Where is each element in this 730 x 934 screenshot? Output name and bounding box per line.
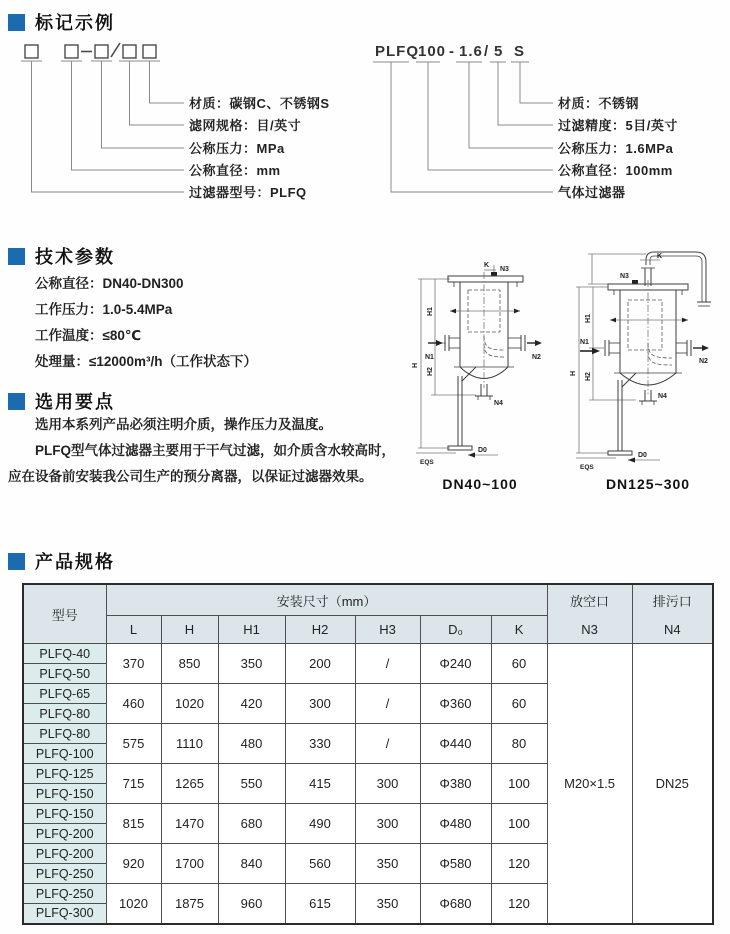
dim-cell: 1265 bbox=[161, 764, 218, 804]
model-cell: PLFQ-200 bbox=[23, 824, 106, 844]
tech-params-list bbox=[35, 271, 257, 375]
marking-label: 过滤精度：5目/英寸 bbox=[558, 118, 678, 133]
section-title-marking: 标记示例 bbox=[35, 13, 115, 33]
dim-cell: 960 bbox=[218, 884, 285, 924]
n3-value-cell: M20×1.5 bbox=[547, 644, 632, 924]
marking-label: 气体过滤器 bbox=[558, 185, 626, 200]
model-cell: PLFQ-40 bbox=[23, 644, 106, 664]
dim-cell: 1875 bbox=[161, 884, 218, 924]
eqs-label: EQS bbox=[420, 459, 434, 466]
model-cell: PLFQ-80 bbox=[23, 704, 106, 724]
nozzle-n2-label: N2 bbox=[532, 354, 541, 361]
dim-cell: 80 bbox=[491, 724, 547, 764]
dim-cell: 415 bbox=[285, 764, 355, 804]
dim-cell: 1110 bbox=[161, 724, 218, 764]
dim-cell: Φ480 bbox=[420, 804, 491, 844]
marking-code-mesh: 5 bbox=[494, 43, 504, 60]
marking-code-mat: S bbox=[514, 43, 526, 60]
model-cell: PLFQ-300 bbox=[23, 904, 106, 924]
section-title-spec: 产品规格 bbox=[35, 552, 115, 572]
marking-diagram-generic bbox=[8, 42, 370, 207]
marking-label: 公称压力：1.6MPa bbox=[558, 141, 674, 156]
marking-code-pn: 1.6 bbox=[459, 43, 483, 60]
tech-param-item: 工作压力：1.0-5.4MPa bbox=[35, 302, 173, 317]
dim-cell: 850 bbox=[161, 644, 218, 684]
dim-cell: 350 bbox=[355, 884, 420, 924]
dim-cell: 840 bbox=[218, 844, 285, 884]
spec-table-body bbox=[23, 644, 713, 924]
dim-k-label: K bbox=[484, 262, 490, 269]
dim-cell: 60 bbox=[491, 644, 547, 684]
dim-cell: 1020 bbox=[106, 884, 161, 924]
nozzle-n2-label: N2 bbox=[699, 358, 708, 365]
marking-code-dash: - bbox=[449, 43, 455, 60]
col-header-dim: H bbox=[161, 616, 218, 644]
drawing-caption-dn125-300: DN125~300 bbox=[605, 476, 691, 492]
dim-cell: 60 bbox=[491, 684, 547, 724]
marking-label: 公称直径：100mm bbox=[558, 163, 673, 178]
model-cell: PLFQ-250 bbox=[23, 884, 106, 904]
selection-paragraph: 选用本系列产品必须注明介质，操作压力及温度。 bbox=[35, 417, 332, 432]
dim-cell: 550 bbox=[218, 764, 285, 804]
model-cell: PLFQ-125 bbox=[23, 764, 106, 784]
drawing-caption-dn40-100: DN40~100 bbox=[442, 476, 518, 492]
tech-param-item: 处理量：≤12000m³/h（工作状态下） bbox=[35, 354, 257, 369]
drawing-dn40-100 bbox=[398, 248, 563, 496]
dim-h1-label: H1 bbox=[427, 307, 434, 316]
marking-code-slash: / bbox=[484, 43, 490, 60]
dim-cell: 350 bbox=[218, 644, 285, 684]
dim-h2-label: H2 bbox=[585, 372, 592, 381]
nozzle-n1-label: N1 bbox=[580, 339, 589, 346]
model-cell: PLFQ-150 bbox=[23, 804, 106, 824]
col-header-model: 型号 bbox=[23, 584, 106, 644]
nozzle-n4-label: N4 bbox=[658, 393, 667, 400]
dim-h2-label: H2 bbox=[427, 367, 434, 376]
dim-cell: 200 bbox=[285, 644, 355, 684]
dim-cell: 300 bbox=[355, 804, 420, 844]
dim-cell: 815 bbox=[106, 804, 161, 844]
selection-paragraph: PLFQ型气体过滤器主要用于干气过滤，如介质含水较高时，应在设备前安装我公司生产的预分离器，以保证过滤器效果。 bbox=[8, 443, 395, 484]
section-header-spec bbox=[8, 548, 115, 574]
dim-cell: Φ440 bbox=[420, 724, 491, 764]
dim-cell: 560 bbox=[285, 844, 355, 884]
drain-code: N4 bbox=[663, 621, 681, 637]
dim-cell: 680 bbox=[218, 804, 285, 844]
dim-cell: / bbox=[355, 644, 420, 684]
spec-table bbox=[22, 583, 714, 925]
dim-k-label: K bbox=[657, 253, 663, 260]
section-bullet-icon bbox=[8, 393, 25, 410]
section-title-tech: 技术参数 bbox=[35, 247, 115, 267]
model-cell: PLFQ-80 bbox=[23, 724, 106, 744]
dim-cell: 300 bbox=[285, 684, 355, 724]
dim-cell: 480 bbox=[218, 724, 285, 764]
dim-h1-label: H1 bbox=[585, 314, 592, 323]
dim-cell: Φ360 bbox=[420, 684, 491, 724]
vent-title: 放空口 bbox=[570, 594, 610, 609]
dim-cell: 490 bbox=[285, 804, 355, 844]
section-header-tech bbox=[8, 243, 115, 269]
marking-label: 公称压力：MPa bbox=[189, 141, 285, 156]
dim-cell: 615 bbox=[285, 884, 355, 924]
dim-cell: 370 bbox=[106, 644, 161, 684]
n4-value-cell: DN25 bbox=[632, 644, 713, 924]
section-header-marking bbox=[8, 9, 115, 35]
dim-cell: 575 bbox=[106, 724, 161, 764]
dim-d0-label: D0 bbox=[638, 452, 647, 459]
marking-label: 过滤器型号：PLFQ bbox=[189, 185, 307, 200]
dim-d0-label: D0 bbox=[478, 447, 487, 454]
nozzle-n3-label: N3 bbox=[500, 266, 509, 273]
model-cell: PLFQ-50 bbox=[23, 664, 106, 684]
dim-cell: Φ680 bbox=[420, 884, 491, 924]
dim-cell: 330 bbox=[285, 724, 355, 764]
drain-title: 排污口 bbox=[652, 594, 692, 609]
marking-label: 滤网规格：目/英寸 bbox=[189, 118, 302, 133]
dim-h-label: H bbox=[412, 362, 419, 368]
model-cell: PLFQ-200 bbox=[23, 844, 106, 864]
dim-cell: / bbox=[355, 684, 420, 724]
marking-label: 材质：不锈钢 bbox=[558, 96, 640, 111]
col-header-dim: K bbox=[491, 616, 547, 644]
dim-cell: 350 bbox=[355, 844, 420, 884]
section-header-selection bbox=[8, 388, 115, 414]
nozzle-n3-label: N3 bbox=[620, 273, 629, 280]
col-header-dim: H1 bbox=[218, 616, 285, 644]
marking-code-dn: 100 bbox=[418, 43, 447, 60]
drawing-dn125-300 bbox=[562, 248, 730, 496]
section-bullet-icon bbox=[8, 14, 25, 31]
model-cell: PLFQ-250 bbox=[23, 864, 106, 884]
dim-h-label: H bbox=[570, 370, 577, 376]
col-header-drain bbox=[632, 584, 713, 644]
dim-cell: 1020 bbox=[161, 684, 218, 724]
col-header-dim: L bbox=[106, 616, 161, 644]
tech-param-item: 工作温度：≤80℃ bbox=[35, 328, 142, 343]
dim-cell: / bbox=[355, 724, 420, 764]
marking-diagram-example bbox=[372, 42, 728, 207]
dim-cell: 100 bbox=[491, 764, 547, 804]
dim-cell: 460 bbox=[106, 684, 161, 724]
selection-text bbox=[8, 412, 398, 490]
nozzle-n4-label: N4 bbox=[494, 400, 503, 407]
col-header-dim: H2 bbox=[285, 616, 355, 644]
dim-cell: 420 bbox=[218, 684, 285, 724]
dim-cell: Φ380 bbox=[420, 764, 491, 804]
model-cell: PLFQ-65 bbox=[23, 684, 106, 704]
col-header-dim: H3 bbox=[355, 616, 420, 644]
tech-param-item: 公称直径：DN40-DN300 bbox=[35, 276, 184, 291]
table-row bbox=[23, 644, 713, 664]
dim-cell: 1700 bbox=[161, 844, 218, 884]
dim-cell: 100 bbox=[491, 804, 547, 844]
marking-label: 公称直径：mm bbox=[189, 163, 281, 178]
col-header-dim: D₀ bbox=[420, 616, 491, 644]
dim-cell: Φ240 bbox=[420, 644, 491, 684]
eqs-label: EQS bbox=[580, 464, 594, 471]
dim-cell: 920 bbox=[106, 844, 161, 884]
marking-code-model: PLFQ bbox=[375, 43, 419, 60]
dim-cell: 1470 bbox=[161, 804, 218, 844]
marking-label: 材质：碳钢C、不锈钢S bbox=[189, 96, 330, 111]
nozzle-n1-label: N1 bbox=[425, 354, 434, 361]
dim-cell: Φ580 bbox=[420, 844, 491, 884]
model-cell: PLFQ-100 bbox=[23, 744, 106, 764]
dim-cell: 300 bbox=[355, 764, 420, 804]
vent-code: N3 bbox=[581, 621, 598, 637]
col-header-install: 安装尺寸（mm） bbox=[106, 584, 547, 616]
col-header-vent bbox=[547, 584, 632, 644]
section-bullet-icon bbox=[8, 553, 25, 570]
section-bullet-icon bbox=[8, 248, 25, 265]
dim-cell: 715 bbox=[106, 764, 161, 804]
dim-cell: 120 bbox=[491, 884, 547, 924]
model-cell: PLFQ-150 bbox=[23, 784, 106, 804]
dim-cell: 120 bbox=[491, 844, 547, 884]
section-title-selection: 选用要点 bbox=[35, 392, 115, 412]
